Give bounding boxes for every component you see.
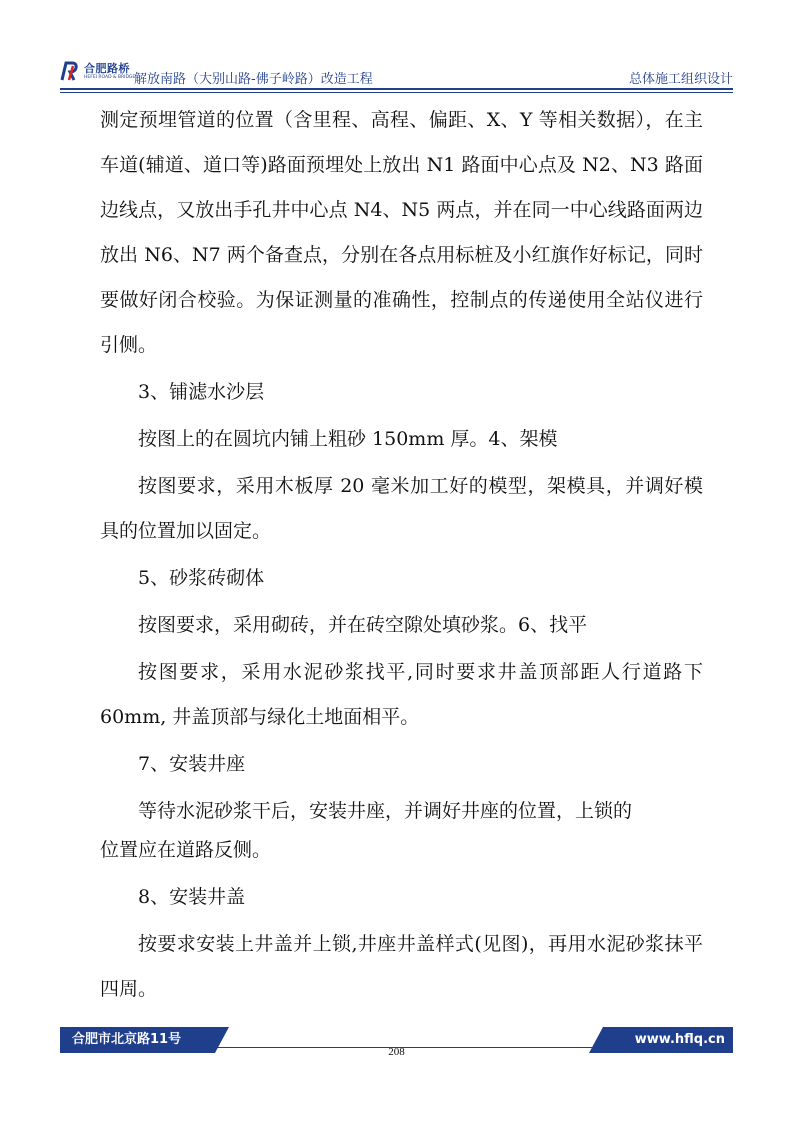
header-divider-thin	[60, 92, 733, 93]
logo-name: 合肥路桥	[84, 62, 130, 75]
section-heading-5: 5、砂浆砖砌体	[138, 567, 265, 589]
section-heading-7: 7、安装井座	[138, 753, 246, 775]
paragraph-sand-layer: 按图上的在圆坑内铺上粗砂 150mm 厚。4、架模	[138, 428, 558, 450]
page-number: 208	[388, 1046, 405, 1058]
paragraph-install-cover: 按要求安装上井盖并上锁,井座井盖样式(见图)，再用水泥砂浆抹平四周。	[100, 933, 703, 1000]
document-title: 总体施工组织设计	[628, 72, 733, 87]
paragraph-survey: 测定预埋管道的位置（含里程、高程、偏距、X、Y 等相关数据），在主车道(辅道、道口等)路面预埋处上放出 N1 路面中心点及 N2、N3 路面边线点，又放出手孔井中心点 N4、N5 两点，并在同一中心线路面两边放出 N6、N7 两个备查点，分别在各点用标桩及小红旗作好标记，同时要做好闭合校验。为保证测量的准确性，控制点的传递使用全站仪进行引侧。	[100, 109, 703, 356]
paragraph-masonry: 按图要求，采用砌砖，并在砖空隙处填砂浆。6、找平	[138, 614, 588, 636]
company-logo	[60, 58, 136, 88]
paragraph-formwork: 按图要求，采用木板厚 20 毫米加工好的模型，架模具，并调好模具的位置加以固定。	[100, 475, 703, 542]
footer-website: www.hflq.cn	[603, 1027, 733, 1053]
page-header	[60, 58, 733, 94]
footer-address: 合肥市北京路11号	[60, 1027, 215, 1053]
paragraph-install-seat: 等待水泥砂浆干后，安装井座，并调好井座的位置，上锁的	[138, 800, 633, 822]
hefei-road-bridge-logo-icon	[60, 60, 84, 82]
logo-subtitle: HEFEI ROAD & BRIDGE	[84, 75, 136, 80]
header-divider	[60, 88, 733, 90]
section-heading-8: 8、安装井盖	[138, 886, 246, 908]
project-title: 解放南路（大别山路-佛子岭路）改造工程	[134, 72, 373, 87]
paragraph-leveling: 按图要求，采用水泥砂浆找平,同时要求井盖顶部距人行道路下 60mm, 井盖顶部与绿化土地面相平。	[100, 661, 703, 728]
page-body	[100, 98, 703, 1012]
section-heading-3: 3、铺滤水沙层	[138, 381, 265, 403]
paragraph-install-seat-cont: 位置应在道路反侧。	[100, 839, 272, 861]
